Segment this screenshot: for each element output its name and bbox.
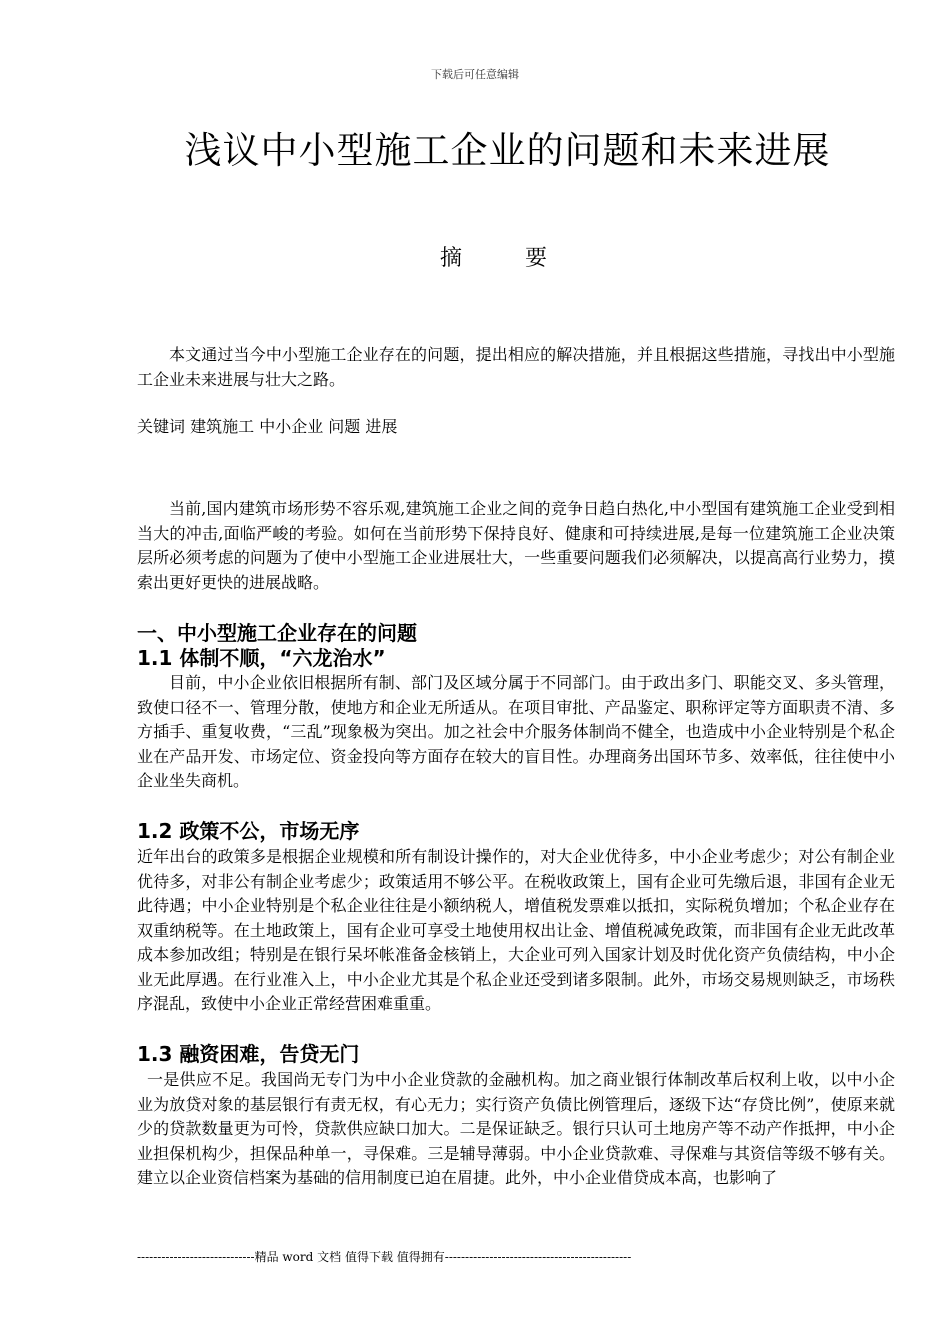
page-header: 下载后可任意编辑 — [431, 68, 519, 81]
keywords-label: 关键词 — [137, 417, 186, 436]
subsection-1-2-body: 近年出台的政策多是根据企业规模和所有制设计操作的，对大企业优待多，中小企业考虑少；对公有制企业优待多，对非公有制企业考虑少；政策适用不够公平。在税收政策上，国有企业可先缴后退，非国有企业无此待遇；中小企业特别是个私企业往往是小额纳税人，增值税发票难以抵扣，实际税负增加；个私企业存在双重纳税等。在土地政策上，国有企业可享受土地使用权出让金、增值税减免政策，而非国有企业无此改革成本参加改组；特别是在银行呆坏帐准备金核销上，大企业可列入国家计划及时优化资产负债结构，中小企业无此厚遇。在行业准入上，中小企业尤其是个私企业还受到诸多限制。此外，市场交易规则缺乏，市场秩序混乱，致使中小企业正常经营困难重重。 — [137, 847, 895, 1013]
document-title: 浅议中小型施工企业的问题和未来进展 — [184, 129, 831, 172]
keywords-value: 建筑施工 中小企业 问题 进展 — [185, 417, 398, 436]
subsection-1-1-body: 目前，中小企业依旧根据所有制、部门及区域分属于不同部门。由于政出多门、职能交叉、多头管理，致使口径不一、管理分散，使地方和企业无所适从。在项目审批、产品鉴定、职称评定等方面职责不清、多方插手、重复收费，“三乱”现象极为突出。加之社会中介服务体制尚不健全，也造成中小企业特别是个私企业在产品开发、市场定位、资金投向等方面存在较大的盲目性。办理商务出国环节多、效率低，往往使中小企业坐失商机。 — [137, 673, 895, 790]
subsection-1-2-heading: 1.2 政策不公，市场无序 — [137, 819, 360, 843]
page-footer: -----------------------------精品 word 文档 值得下载 值得拥有---------------------------------------------- — [137, 1250, 632, 1264]
abstract-heading: 摘 要 — [440, 246, 575, 271]
abstract-body: 本文通过当今中小型施工企业存在的问题，提出相应的解决措施，并且根据这些措施，寻找出中小型施工企业未来进展与壮大之路。 — [137, 345, 895, 389]
subsection-1-1-heading: 1.1 体制不顺，“六龙治水” — [137, 646, 386, 670]
section-1-heading: 一、中小型施工企业存在的问题 — [137, 621, 417, 645]
keywords — [137, 415, 895, 440]
subsection-1-3-heading: 1.3 融资困难，告贷无门 — [137, 1042, 360, 1066]
subsection-1-3-body: 一是供应不足。我国尚无专门为中小企业贷款的金融机构。加之商业银行体制改革后权利上收，以中小企业为放贷对象的基层银行有责无权，有心无力；实行资产负债比例管理后，逐级下达“存贷比例”，使原来就少的贷款数量更为可怜，贷款供应缺口加大。二是保证缺乏。银行只认可土地房产等不动产作抵押，中小企业担保机构少，担保品种单一，寻保难。三是辅导薄弱。中小企业贷款难、寻保难与其资信等级不够有关。建立以企业资信档案为基础的信用制度已迫在眉捷。此外，中小企业借贷成本高，也影响了 — [137, 1070, 895, 1187]
intro-paragraph: 当前,国内建筑市场形势不容乐观,建筑施工企业之间的竞争日趋白热化,中小型国有建筑施工企业受到相当大的冲击,面临严峻的考验。如何在当前形势下保持良好、健康和可持续进展,是每一位建筑施工企业决策层所必须考虑的问题为了使中小型施工企业进展壮大，一些重要问题我们必须解决，以提高高行业势力，摸索出更好更快的进展战略。 — [137, 499, 895, 592]
